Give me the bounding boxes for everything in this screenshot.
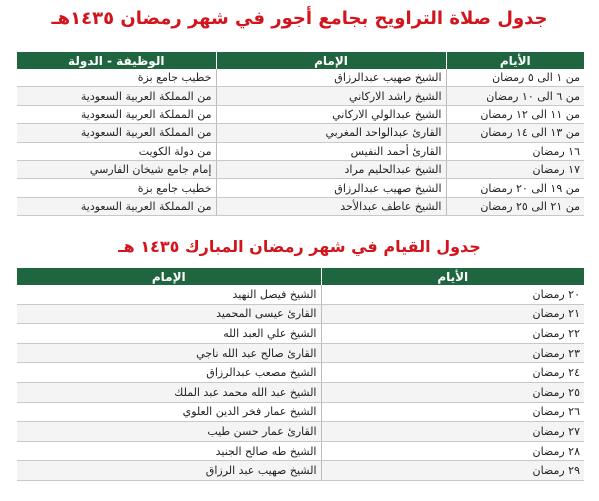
table-row — [17, 461, 584, 481]
qiyam-table — [17, 268, 584, 481]
table-row — [17, 285, 584, 304]
cell-days: من ٦ الى ١٠ رمضان — [446, 87, 584, 105]
qiyam-body — [17, 285, 584, 480]
table-row — [17, 179, 584, 197]
taraweeh-table — [17, 52, 584, 216]
cell-job: من المملكة العربية السعودية — [17, 87, 216, 105]
cell-days: ٢٣ رمضان — [321, 343, 584, 363]
table-row — [17, 69, 584, 87]
table-row — [17, 363, 584, 383]
cell-job: من المملكة العربية السعودية — [17, 124, 216, 142]
cell-days: من ١١ الى ١٢ رمضان — [446, 105, 584, 123]
cell-imam: الشيخ مصعب عبدالرزاق — [17, 363, 321, 383]
taraweeh-header-row — [17, 52, 584, 69]
cell-days: ٢٨ رمضان — [321, 441, 584, 461]
cell-days: ٢٤ رمضان — [321, 363, 584, 383]
table-row — [17, 105, 584, 123]
cell-job: خطيب جامع بزة — [17, 69, 216, 87]
cell-days: ٢٢ رمضان — [321, 324, 584, 344]
table-row — [17, 304, 584, 324]
table-row — [17, 87, 584, 105]
cell-days: ٢٠ رمضان — [321, 285, 584, 304]
table-row — [17, 422, 584, 442]
qiyam-title: جدول القيام في شهر رمضان المبارك ١٤٣٥ هـ — [118, 237, 481, 256]
header-days: الأيام — [321, 268, 584, 285]
cell-imam: الشيخ عمار فخر الدين العلوي — [17, 402, 321, 422]
cell-imam: الشيخ علي العبد الله — [17, 324, 321, 344]
cell-days: ٢٥ رمضان — [321, 382, 584, 402]
cell-imam: الشيخ صهيب عبد الرزاق — [17, 461, 321, 481]
cell-job: إمام جامع شيخان الفارسي — [17, 160, 216, 178]
qiyam-header-row — [17, 268, 584, 285]
cell-imam: الشيخ صهيب عبدالرزاق — [216, 69, 446, 87]
table-row — [17, 441, 584, 461]
taraweeh-title: جدول صلاة التراويح بجامع أجور في شهر رمضان ١٤٣٥هـ — [51, 8, 548, 29]
table-row — [17, 343, 584, 363]
table-row — [17, 402, 584, 422]
cell-imam: القارئ عبدالواحد المغربي — [216, 124, 446, 142]
cell-imam: الشيخ عبدالحليم مراد — [216, 160, 446, 178]
taraweeh-body — [17, 69, 584, 216]
table-row — [17, 160, 584, 178]
cell-imam: الشيخ طه صالح الجنيد — [17, 441, 321, 461]
cell-imam: القارئ أحمد النفيس — [216, 142, 446, 160]
cell-imam: الشيخ عبد الله محمد عبد الملك — [17, 382, 321, 402]
cell-imam: الشيخ عاطف عبدالأحد — [216, 197, 446, 215]
cell-days: ١٧ رمضان — [446, 160, 584, 178]
cell-days: من ٢١ الى ٢٥ رمضان — [446, 197, 584, 215]
cell-job: من المملكة العربية السعودية — [17, 105, 216, 123]
table-row — [17, 142, 584, 160]
cell-days: ٢١ رمضان — [321, 304, 584, 324]
cell-days: من ١٣ الى ١٤ رمضان — [446, 124, 584, 142]
cell-imam: الشيخ فيصل النهيد — [17, 285, 321, 304]
cell-imam: الشيخ راشد الاركاني — [216, 87, 446, 105]
header-imam: الإمام — [17, 268, 321, 285]
cell-days: ١٦ رمضان — [446, 142, 584, 160]
table-row — [17, 124, 584, 142]
cell-imam: القارئ عمار حسن طيب — [17, 422, 321, 442]
table-row — [17, 382, 584, 402]
cell-days: ٢٧ رمضان — [321, 422, 584, 442]
cell-imam: القارئ صالح عبد الله ناجي — [17, 343, 321, 363]
header-job: الوظيفة - الدولة — [17, 52, 216, 69]
table-row — [17, 324, 584, 344]
cell-job: من المملكة العربية السعودية — [17, 197, 216, 215]
header-days: الأيام — [446, 52, 584, 69]
cell-days: ٢٩ رمضان — [321, 461, 584, 481]
cell-days: من ١٩ الى ٢٠ رمضان — [446, 179, 584, 197]
cell-days: ٢٦ رمضان — [321, 402, 584, 422]
cell-imam: القارئ عيسى المحميد — [17, 304, 321, 324]
cell-job: من دولة الكويت — [17, 142, 216, 160]
header-imam: الإمام — [216, 52, 446, 69]
cell-imam: الشيخ عبدالولي الاركاني — [216, 105, 446, 123]
cell-days: من ١ الى ٥ رمضان — [446, 69, 584, 87]
cell-job: خطيب جامع بزة — [17, 179, 216, 197]
cell-imam: الشيخ صهيب عبدالرزاق — [216, 179, 446, 197]
table-row — [17, 197, 584, 215]
